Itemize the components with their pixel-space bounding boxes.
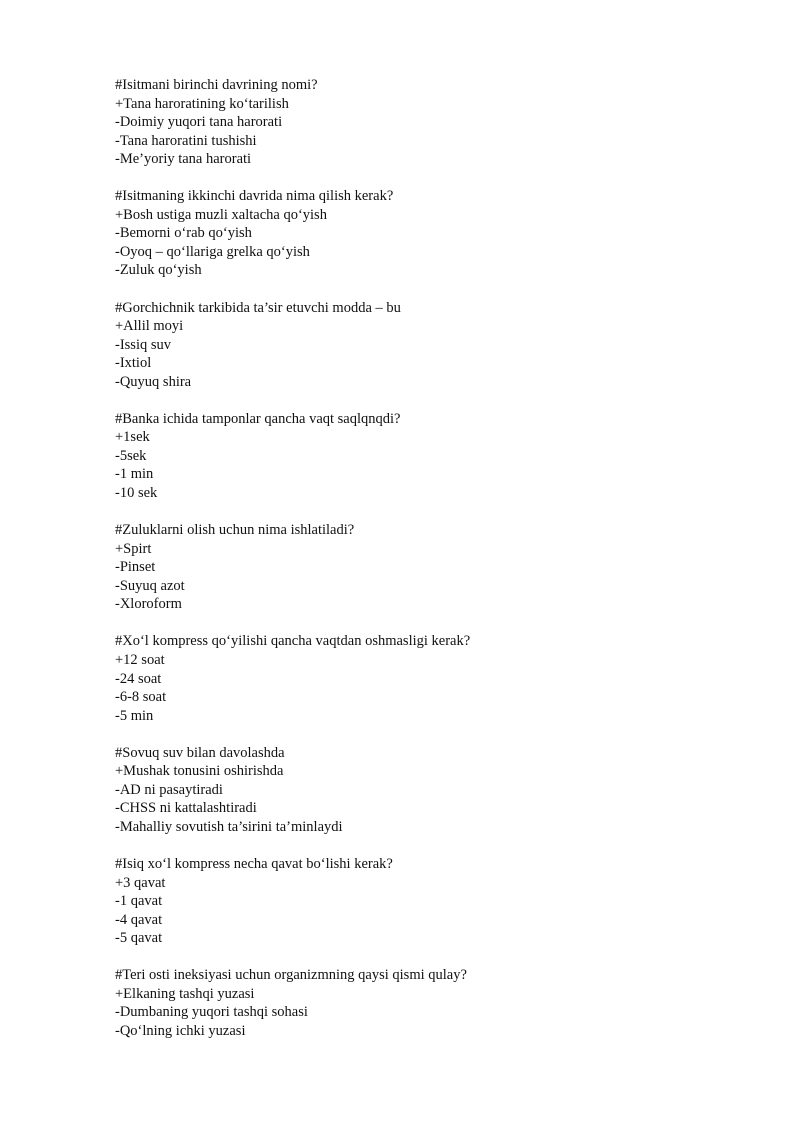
answer-option: -24 soat	[115, 670, 162, 687]
answer-option: -1 qavat	[115, 893, 163, 910]
answer-option: -4 qavat	[115, 911, 163, 928]
question-block	[115, 744, 755, 837]
answer-option: -Me’yoriy tana harorati	[115, 151, 252, 168]
answer-option: -Ixtiol	[115, 355, 152, 372]
question-text: #Banka ichida tamponlar qancha vaqt saqlqnqdi?	[115, 410, 401, 427]
answer-option: -6-8 soat	[115, 689, 167, 706]
answer-option: -5 min	[115, 707, 154, 724]
question-text: #Isitmaning ikkinchi davrida nima qilish kerak?	[115, 188, 394, 205]
question-block	[115, 76, 755, 169]
question-block	[115, 410, 755, 503]
question-text: #Sovuq suv bilan davolashda	[115, 744, 285, 761]
question-text: #Gorchichnik tarkibida ta’sir etuvchi modda – bu	[115, 299, 401, 316]
answer-option: -Pinset	[115, 559, 156, 576]
answer-option: -Mahalliy sovutish ta’sirini ta’minlaydi	[115, 818, 343, 835]
answer-option: -Xloroform	[115, 596, 182, 613]
answer-option: -Issiq suv	[115, 336, 171, 353]
answer-option: -AD ni pasaytiradi	[115, 781, 223, 798]
question-block	[115, 521, 755, 614]
answer-option: -Tana haroratini tushishi	[115, 132, 257, 149]
answer-option: -Qo‘lning ichki yuzasi	[115, 1022, 246, 1039]
answer-correct: +Tana haroratining ko‘tarilish	[115, 95, 289, 112]
question-text: #Isiq xo‘l kompress necha qavat bo‘lishi kerak?	[115, 855, 393, 872]
answer-option: -Doimiy yuqori tana harorati	[115, 114, 283, 131]
question-text: #Xo‘l kompress qo‘yilishi qancha vaqtdan oshmasligi kerak?	[115, 633, 471, 650]
answer-option: -10 sek	[115, 485, 158, 502]
answer-option: -Suyuq azot	[115, 577, 185, 594]
question-block	[115, 855, 755, 948]
document-page	[115, 76, 755, 1059]
answer-option: -Bemorni o‘rab qo‘yish	[115, 225, 252, 242]
answer-correct: +Spirt	[115, 540, 152, 557]
answer-correct: +1sek	[115, 429, 150, 446]
answer-correct: +Elkaning tashqi yuzasi	[115, 985, 255, 1002]
answer-option: -Oyoq – qo‘llariga grelka qo‘yish	[115, 243, 310, 260]
answer-option: -Dumbaning yuqori tashqi sohasi	[115, 1004, 308, 1021]
question-text: #Zuluklarni olish uchun nima ishlatiladi?	[115, 522, 355, 539]
question-text: #Isitmani birinchi davrining nomi?	[115, 77, 318, 93]
question-block	[115, 187, 755, 280]
answer-correct: +Mushak tonusini oshirishda	[115, 763, 284, 780]
answer-option: -CHSS ni kattalashtiradi	[115, 800, 257, 817]
question-block	[115, 632, 755, 725]
answer-correct: +Bosh ustiga muzli xaltacha qo‘yish	[115, 206, 327, 223]
answer-option: -5 qavat	[115, 930, 163, 947]
answer-option: -Quyuq shira	[115, 373, 192, 390]
answer-option: -5sek	[115, 447, 147, 464]
answer-correct: +3 qavat	[115, 874, 166, 891]
question-block	[115, 966, 755, 1040]
answer-correct: +12 soat	[115, 651, 165, 668]
question-text: #Teri osti ineksiyasi uchun organizmning qaysi qismi qulay?	[115, 967, 467, 984]
answer-option: -1 min	[115, 466, 154, 483]
answer-correct: +Allil moyi	[115, 318, 184, 335]
answer-option: -Zuluk qo‘yish	[115, 262, 202, 279]
question-block	[115, 299, 755, 392]
